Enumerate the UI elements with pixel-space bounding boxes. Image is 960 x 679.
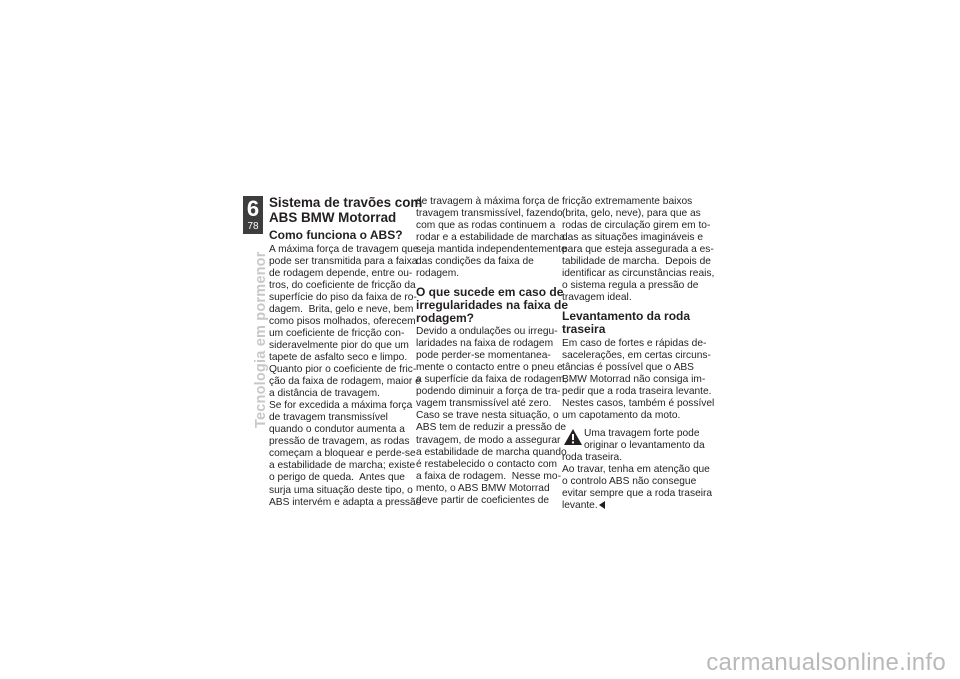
text-line: tros, do coeficiente de fricção da — [269, 279, 416, 291]
text-line: tâncias é possível que o ABS — [562, 361, 694, 373]
text-line: travagem ideal. — [562, 292, 632, 304]
text-line: podendo diminuir a força de tra- — [416, 386, 561, 398]
text-line: de rodagem depende, entre ou- — [269, 267, 413, 279]
text-line: Quanto pior o coeficiente de fric- — [269, 364, 417, 376]
text-line: pode perder-se momentanea- — [416, 350, 551, 362]
subheading-rear-wheel-lift — [562, 310, 701, 335]
subheading-line: rodagem? — [416, 310, 475, 325]
text-line: um coeficiente de fricção con- — [269, 327, 405, 339]
warning-triangle-icon — [563, 428, 583, 446]
subheading-line: O que sucede em caso de — [416, 285, 564, 300]
page-number: 78 — [247, 221, 259, 232]
section-title — [269, 195, 423, 225]
text-line: sideravelmente pior do que um — [269, 339, 409, 351]
text-line: Caso se trave nesta situação, o — [416, 410, 559, 422]
section-title-line: ABS BMW Motorrad — [269, 209, 397, 225]
text-line: mento, o ABS BMW Motorrad — [416, 482, 550, 494]
warning-text-line: roda traseira. — [562, 452, 623, 464]
text-line: travagem, de modo a assegurar — [416, 434, 561, 446]
text-line: sacelerações, em certas circuns- — [562, 349, 711, 361]
subheading-road-irregularities — [416, 285, 569, 325]
text-line: mente o contacto entre o pneu e — [416, 362, 563, 374]
text-line: das condições da faixa de — [416, 256, 534, 268]
text-line: tabilidade de marcha. Depois de — [562, 256, 711, 268]
text-line: Nestes casos, também é possível — [562, 397, 715, 409]
text-column-3 — [562, 196, 715, 512]
chapter-tab — [243, 196, 263, 234]
text-line: dagem. Brita, gelo e neve, bem — [269, 303, 414, 315]
text-line: o perigo de queda. Antes que — [269, 472, 405, 484]
text-line: é restabelecido o contacto com — [416, 458, 558, 470]
text-line: tapete de asfalto seco e limpo. — [269, 352, 408, 364]
subheading-line: traseira — [562, 322, 606, 337]
text-line: de travagem transmissível — [269, 412, 388, 424]
text-line: quando o condutor aumenta a — [269, 424, 405, 436]
text-line: pedir que a roda traseira levante. — [562, 385, 712, 397]
text-line: identificar as circunstâncias reais, — [562, 268, 715, 280]
text-line: rodar e a estabilidade de marcha — [416, 232, 565, 244]
text-line: travagem transmissível, fazendo — [416, 208, 563, 220]
text-line: começam a bloquear e perde-se — [269, 448, 416, 460]
text-line: seja mantida independentemente — [416, 244, 567, 256]
chapter-number: 6 — [246, 196, 260, 221]
text-line: ção da faixa de rodagem, maior é — [269, 376, 421, 388]
warning-note — [562, 427, 713, 512]
text-line: A máxima força de travagem que — [269, 243, 419, 255]
subheading-how-abs-works: Como funciona o ABS? — [269, 228, 403, 242]
text-line: pressão de travagem, as rodas — [269, 436, 410, 448]
text-line: pode ser transmitida para a faixa — [269, 255, 418, 267]
warning-text-line: evitar sempre que a roda traseira — [562, 488, 713, 500]
text-line: ABS tem de reduzir a pressão de — [416, 422, 567, 434]
warning-text-line: originar o levantamento da — [584, 439, 705, 451]
text-line: deve partir de coeficientes de — [416, 494, 550, 506]
text-line: (brita, gelo, neve), para que as — [562, 208, 701, 220]
warning-last-line: levante. — [562, 500, 598, 512]
text-column-1 — [269, 195, 423, 509]
text-line: laridades na faixa de rodagem — [416, 338, 554, 350]
text-line: com que as rodas continuem a — [416, 220, 556, 232]
watermark: carmanualsonline.info — [706, 649, 946, 676]
text-line: superfície do piso da faixa de ro- — [269, 291, 417, 303]
text-line: vagem transmissível até zero. — [416, 398, 552, 410]
text-line: a superfície da faixa de rodagem, — [416, 374, 568, 386]
warning-text-line: Uma travagem forte pode — [584, 427, 700, 439]
text-line: o sistema regula a pressão de — [562, 280, 699, 292]
text-line: Em caso de fortes e rápidas de- — [562, 337, 707, 349]
warning-text-line: Ao travar, tenha em atenção que — [562, 464, 710, 476]
text-line: a estabilidade de marcha; existe — [269, 460, 416, 472]
text-line: rodas de circulação girem em to- — [562, 220, 711, 232]
text-line: BMW Motorrad não consiga im- — [562, 373, 706, 385]
warning-text-line — [562, 500, 701, 512]
section-title-line: Sistema de travões com — [269, 195, 423, 210]
text-line: a faixa de rodagem. Nesse mo- — [416, 470, 561, 482]
side-chapter-title-text: Tecnologia em pormenor — [253, 251, 269, 428]
text-line: das as situações imagináveis e — [562, 232, 704, 244]
text-line: fricção extremamente baixos — [562, 196, 693, 207]
subheading-line: irregularidades na faixa de — [416, 297, 569, 312]
text-line: a distância de travagem. — [269, 388, 380, 400]
text-line: ABS intervém e adapta a pressão — [269, 496, 422, 508]
text-line: como pisos molhados, oferecem — [269, 315, 416, 327]
subheading-line: Levantamento da roda — [562, 309, 691, 324]
text-column-2 — [416, 196, 569, 507]
end-of-section-icon — [599, 501, 605, 509]
text-line: para que esteja assegurada a es- — [562, 244, 714, 256]
warning-text-line: o controlo ABS não consegue — [562, 476, 697, 488]
text-line: surja uma situação deste tipo, o — [269, 484, 413, 496]
text-line: Se for excedida a máxima força — [269, 400, 413, 412]
text-line: Devido a ondulações ou irregu- — [416, 326, 558, 338]
text-line: rodagem. — [416, 268, 460, 280]
text-line: um capotamento da moto. — [562, 409, 681, 421]
text-line: a estabilidade de marcha quando — [416, 446, 567, 458]
text-line: de travagem à máxima força de — [416, 196, 560, 207]
